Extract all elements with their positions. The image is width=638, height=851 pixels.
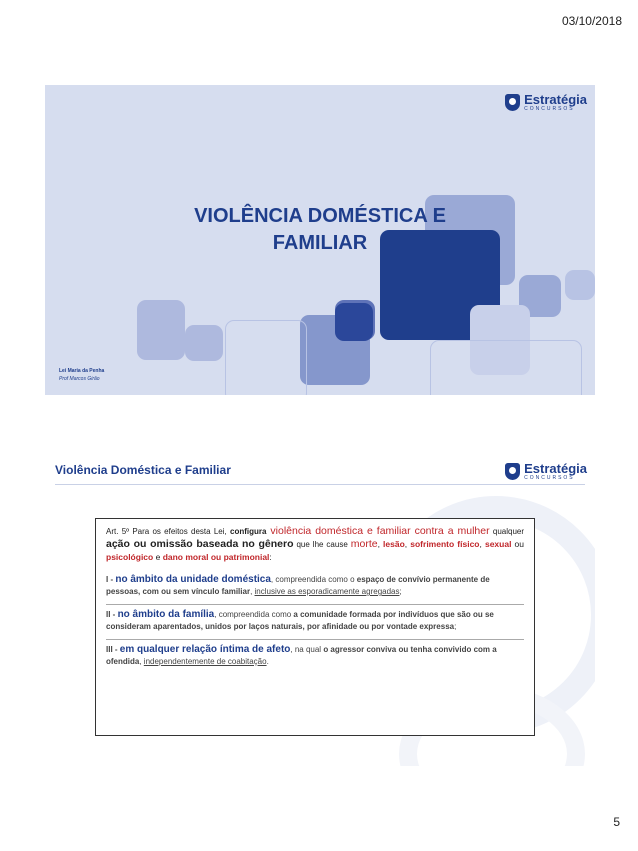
logo-sub: CONCURSOS [524,106,575,112]
professor-name: Prof Marcos Girão [59,376,100,382]
logo-sub: CONCURSOS [524,475,575,481]
estrategia-logo [505,93,587,112]
art-highlight: psicológico [106,552,154,562]
title-slide [45,85,595,395]
slide-title-line2: FAMILIAR [272,232,368,254]
item-text: , compreendida como [214,610,294,619]
slide-title-line1: VIOLÊNCIA DOMÉSTICA E [194,205,446,227]
decor-square [565,270,595,300]
logo-name: Estratégia [524,92,587,107]
shield-logo-icon [505,463,520,480]
item-text: ; [399,587,402,596]
art-text: , [377,539,384,549]
logo-name: Estratégia [524,461,587,476]
item-number: II - [106,610,118,619]
page-number: 5 [613,815,620,829]
decor-square [137,300,185,360]
estrategia-logo [505,462,587,481]
decor-outline [430,340,582,395]
item-text: , na qual [290,645,324,654]
art-emphasis: ação ou omissão baseada no gênero [106,538,294,550]
art-highlight: dano moral ou patrimonial [162,552,270,562]
law-item-1 [106,570,524,598]
slide-footer [59,367,104,383]
item-lead: no âmbito da unidade doméstica [115,574,271,585]
art-text: , [479,539,485,549]
art-text: e [153,552,163,562]
item-lead: em qualquer relação íntima de afeto [119,644,291,655]
art-highlight: violência doméstica e familiar contra a mulher [266,525,490,537]
divider [55,484,585,485]
item-number: I - [106,575,116,584]
item-text: , [139,657,144,666]
slide-title [155,203,485,257]
item-text: ; [454,622,457,631]
item-text: a comunidade formada por indivíduos que são ou se consideram aparentados, unidos por laços naturais, por afinidade ou por vontade expressa [106,610,494,631]
item-text: espaço de convívio permanente de pessoas, com ou sem vínculo familiar [106,575,490,596]
item-text: . [266,657,269,666]
art-highlight: sofrimento físico [410,539,480,549]
item-text: , [250,587,255,596]
shield-logo-icon [505,94,520,111]
page-date: 03/10/2018 [561,14,622,28]
art-highlight: lesão [383,539,405,549]
slide-heading: Violência Doméstica e Familiar [55,463,231,477]
decor-square [185,325,223,361]
item-number: III - [106,645,120,654]
art-text: que lhe cause [293,540,351,549]
art-text: : [269,552,272,562]
art-text: ou [511,539,524,549]
art-highlight: sexual [484,539,512,549]
decor-square [335,303,373,341]
article-text [106,525,524,564]
law-item-2 [106,604,524,633]
art-text: , [404,539,411,549]
item-text: inclusive as esporadicamente agregadas [254,587,400,596]
art-text: qualquer [489,527,525,536]
law-text-box [95,518,535,736]
content-slide [45,456,595,766]
course-name: Lei Maria da Penha [59,368,105,374]
item-lead: no âmbito da família [117,609,215,620]
item-text: o agressor conviva ou tenha convivido com a ofendida [106,645,497,666]
law-item-3 [106,639,524,668]
art-text: Art. 5º Para os efeitos desta Lei, [106,527,230,536]
art-highlight: morte [350,538,378,550]
decor-outline [225,320,307,395]
item-text: independentemente de coabitação [143,657,267,666]
item-text: , compreendida como o [270,575,357,584]
art-text: configura [230,527,267,536]
